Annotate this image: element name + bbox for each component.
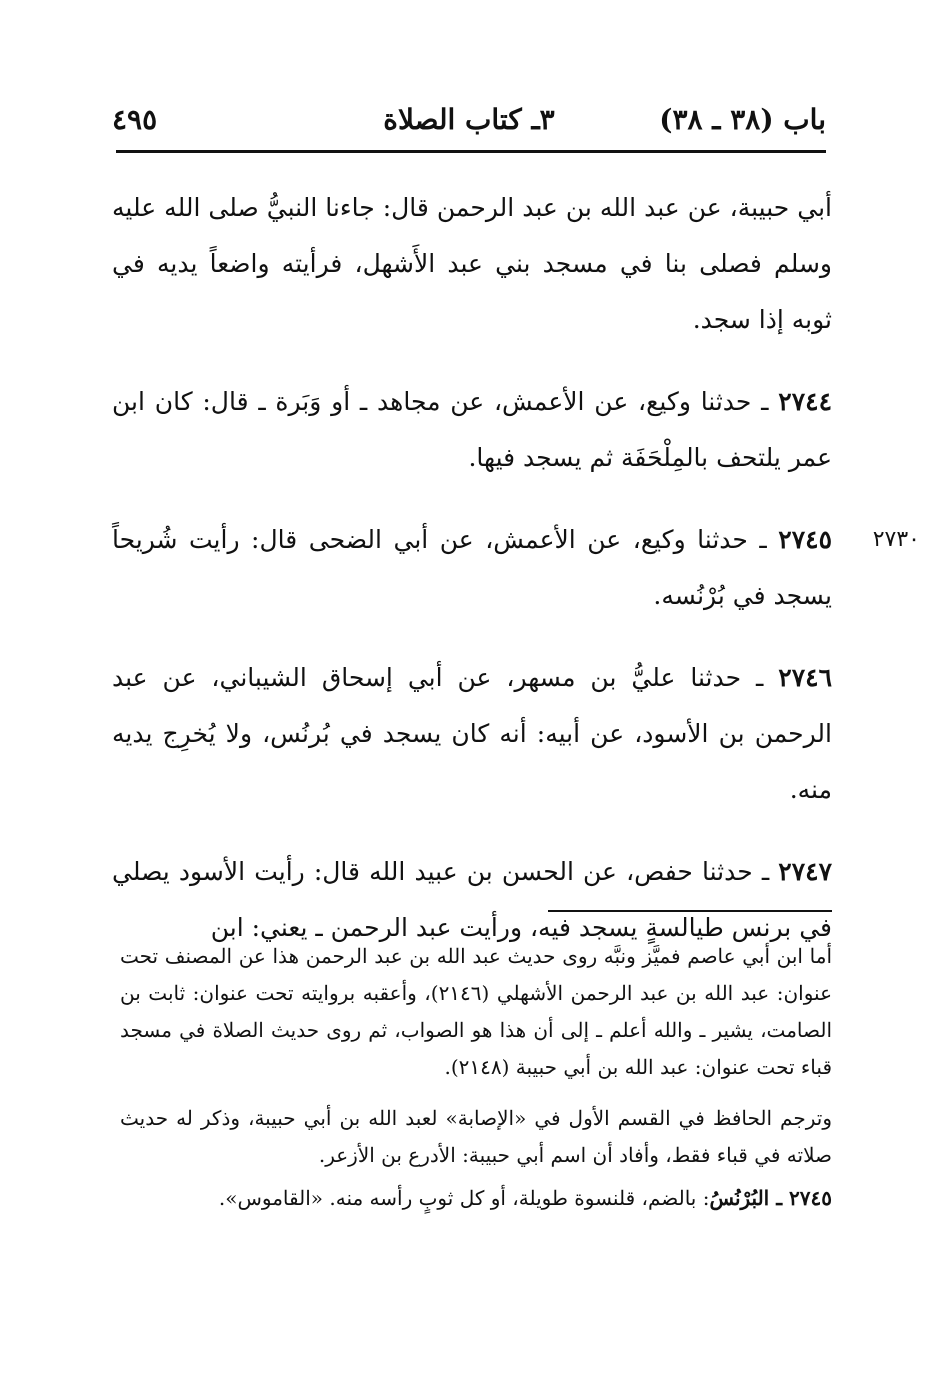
hadith-number: ٢٧٤٦ [778, 663, 832, 692]
hadith-2744 [112, 374, 832, 486]
book-title: ٣ـ كتاب الصلاة [383, 103, 555, 136]
hadith-2746 [112, 650, 832, 818]
footnote-text: وترجم الحافظ في القسم الأول في «الإصابة» لعبد الله بن أبي حبيبة، وذكر له حديث صلاته في قباء فقط، وأفاد أن اسم أبي حبيبة: الأدرع بن الأزعر. [120, 1106, 832, 1167]
hadith-text: ـ حدثنا وكيع، عن الأعمش، عن أبي الضحى قال: رأيت شُريحاً يسجد في بُرْنُسه. [112, 525, 832, 610]
hadith-number: ٢٧٤٤ [778, 387, 832, 416]
header-rule [116, 150, 826, 153]
hadith-number: ٢٧٤٧ [778, 857, 832, 886]
hadith-text: ـ حدثنا عليُّ بن مسهر، عن أبي إسحاق الشيباني، عن عبد الرحمن بن الأسود، عن أبيه: أنه كان يسجد في بُرنُس، ولا يُخرِج يديه منه. [112, 663, 832, 804]
footnotes [120, 938, 832, 1231]
margin-reference-number: ٢٧٣٠ [872, 527, 920, 552]
footnote-text: : بالضم، قلنسوة طويلة، أو كل ثوبٍ رأسه منه. «القاموس». [218, 1186, 710, 1210]
footnote-text: أما ابن أبي عاصم فميَّز ونبَّه روى حديث عبد الله بن عبد الرحمن هذا عن المصنف تحت عنوان: عبد الله بن عبد الرحمن الأشهلي (٢١٤٦)، وأعقبه بروايته تحت عنوان: ثابت بن الصامت، يشير ـ والله أعلم ـ إلى أن هذا هو الصواب، ثم روى حديث الصلاة في مسجد قباء تحت عنوان: عبد الله بن أبي حبيبة (٢١٤٨). [120, 944, 832, 1079]
main-text [112, 180, 920, 982]
footnote [120, 1100, 832, 1174]
page-number: ٤٩٥ [112, 103, 158, 136]
footnote-head: ٢٧٤٥ ـ البُرْنُسُ [709, 1186, 832, 1210]
footnote-2745 [120, 1180, 832, 1217]
hadith-text: ـ حدثنا وكيع، عن الأعمش، عن مجاهد ـ أو وَبَرة ـ قال: كان ابن عمر يلتحف بالمِلْحَفَة ثم يسجد فيها. [112, 387, 832, 472]
hadith-text: أبي حبيبة، عن عبد الله بن عبد الرحمن قال: جاءنا النبيُّ صلى الله عليه وسلم فصلى بنا في مسجد بني عبد الأَشهل، فرأيته واضعاً يديه في ثوبه إذا سجد. [112, 193, 832, 334]
footnote-rule [548, 910, 832, 912]
hadith-continuation [112, 180, 832, 348]
hadith-text: ـ حدثنا حفص، عن الحسن بن عبيد الله قال: رأيت الأسود يصلي في برنس طيالسةٍ يسجد فيه، ورأيت عبد الرحمن ـ يعني: ابن [112, 857, 832, 942]
page-header [112, 103, 826, 147]
hadith-2745 [112, 512, 920, 624]
section-title: باب (٣٨ ـ ٣٨) [659, 103, 826, 136]
footnote [120, 938, 832, 1086]
hadith-number: ٢٧٤٥ [778, 525, 832, 554]
